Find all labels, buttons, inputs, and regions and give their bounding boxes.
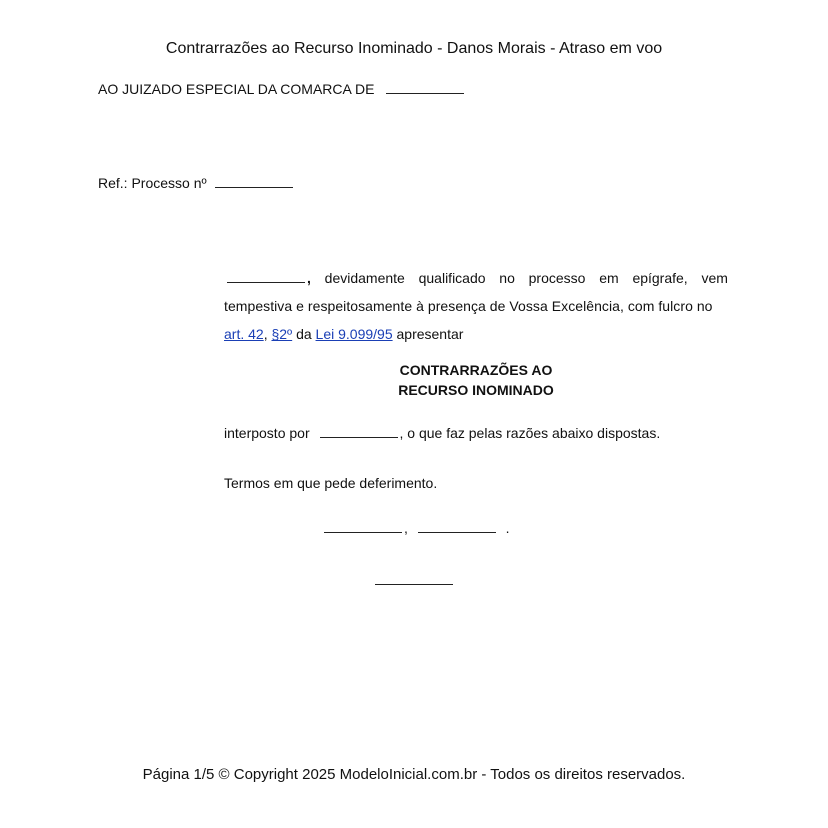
word: em <box>599 270 619 286</box>
word: vem <box>701 270 728 286</box>
interposto-suffix: , o que faz pelas razões abaixo dispostas. <box>399 425 661 441</box>
word: processo <box>528 270 586 286</box>
body-line-3 <box>224 320 728 348</box>
signature-blank <box>375 572 453 585</box>
place-blank <box>324 520 402 533</box>
section-heading <box>224 360 728 400</box>
party-comma: , <box>307 270 311 286</box>
date-period: . <box>505 520 510 536</box>
interposto-prefix: interposto por <box>224 425 310 441</box>
addressee-line <box>98 81 466 97</box>
recorrente-blank <box>320 425 398 438</box>
signature-line <box>373 572 455 588</box>
date-comma: , <box>404 520 408 536</box>
reference-label: Ref.: Processo nº <box>98 175 207 191</box>
link-paragraph-2[interactable]: §2º <box>271 326 293 342</box>
link-separator: , <box>263 326 268 342</box>
word: no <box>499 270 515 286</box>
word: qualificado <box>418 270 486 286</box>
body-line-1 <box>224 264 728 292</box>
comarca-blank <box>386 81 464 94</box>
word: devidamente <box>324 270 405 286</box>
date-blank <box>418 520 496 533</box>
text-apresentar: apresentar <box>396 326 464 342</box>
closing-line: Termos em que pede deferimento. <box>224 475 438 491</box>
word: epígrafe, <box>632 270 688 286</box>
interposto-line <box>224 425 660 441</box>
document-title: Contrarrazões ao Recurso Inominado - Danos Morais - Atraso em voo <box>165 40 663 57</box>
heading-line-1: CONTRARRAZÕES AO <box>399 362 553 378</box>
body-paragraph <box>224 264 728 348</box>
addressee-text: AO JUIZADO ESPECIAL DA COMARCA DE <box>98 81 375 97</box>
link-lei-9099[interactable]: Lei 9.099/95 <box>315 326 393 342</box>
party-name-group <box>224 264 311 292</box>
page-footer: Página 1/5 © Copyright 2025 ModeloInicial.com.br - Todos os direitos reservados. <box>142 766 686 783</box>
place-date-line <box>322 520 510 536</box>
reference-line <box>98 175 295 191</box>
process-number-blank <box>215 175 293 188</box>
heading-line-2: RECURSO INOMINADO <box>398 382 554 398</box>
link-art-42[interactable]: art. 42 <box>224 326 264 342</box>
party-name-blank <box>227 270 305 283</box>
text-da: da <box>296 326 312 342</box>
body-line-2: tempestiva e respeitosamente à presença de Vossa Excelência, com fulcro no <box>224 298 713 314</box>
